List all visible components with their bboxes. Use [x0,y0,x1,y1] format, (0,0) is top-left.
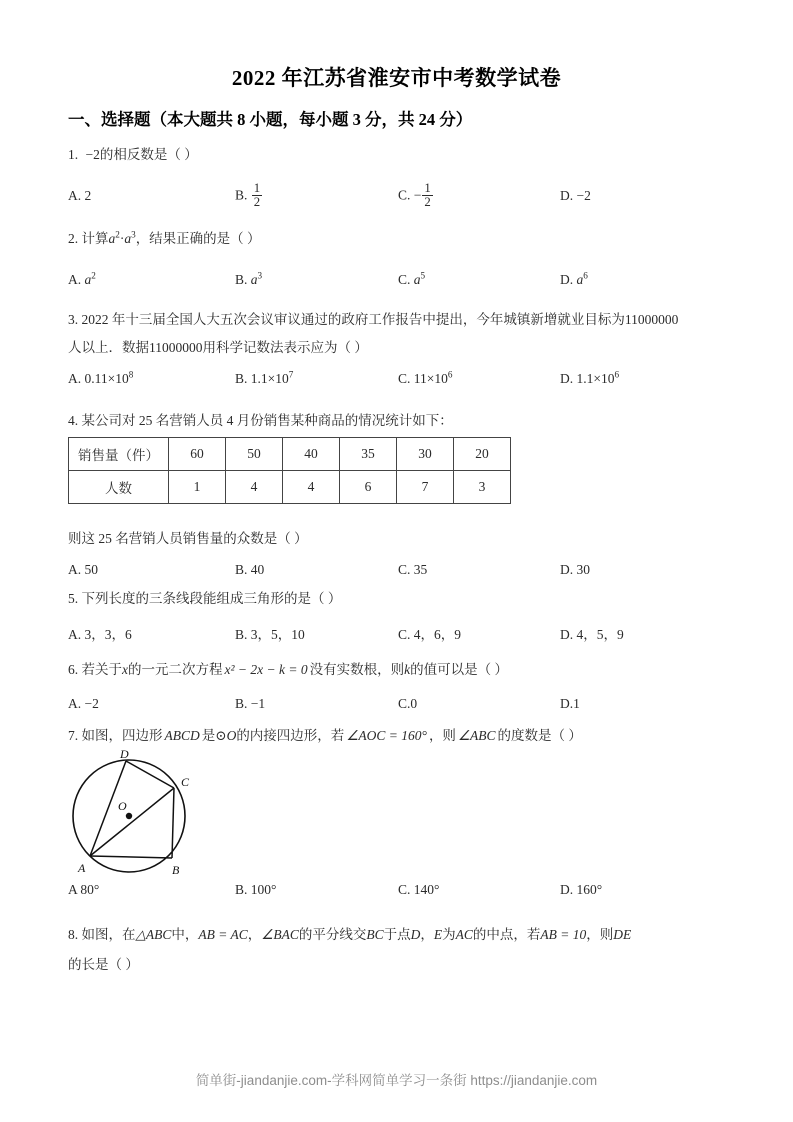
option-a-value: −2 [84,696,99,711]
sales-statistics-table [68,437,511,504]
option-b-letter: B. [235,272,248,287]
question-8-stem-line-1 [68,926,631,944]
question-8-eq-ab-ac: AB = AC [198,927,248,942]
question-5-number: 5. [68,591,79,606]
row-header-sales-volume: 销售量（件） [69,438,169,471]
option-d-exponent: 6 [583,270,588,281]
question-7-angle-aoc: ∠AOC = 160° [346,728,427,743]
question-3-option-b[interactable] [235,371,293,387]
label-a: A [78,861,86,875]
option-c-base: a [413,272,421,287]
option-b-exponent: 7 [288,369,294,380]
question-6-stem [68,661,508,679]
question-6-option-c[interactable]: C.0 [398,696,418,711]
question-4-option-b[interactable]: B. 40 [235,562,265,577]
question-7-quad-abcd: ABCD [164,728,200,743]
option-c-letter: C. [398,371,411,386]
option-d-letter: D. [560,371,574,386]
fraction-numerator: 1 [253,181,261,195]
question-1-option-d[interactable] [560,188,591,204]
question-1-stem [68,146,198,164]
table-cell: 6 [340,471,397,504]
question-7-option-b[interactable]: B. 100° [235,882,277,897]
question-7-stem [68,727,582,745]
option-d-exponent: 6 [614,369,620,380]
question-3-number: 3. [68,312,79,327]
question-8-text-2: 中， [171,927,199,942]
table-cell: 7 [397,471,454,504]
question-8-triangle-abc: △ABC [135,927,172,942]
segment-a-b [90,856,172,858]
question-5-stem [68,590,341,608]
question-7-text-4: ，则 [428,728,456,743]
question-1-value: −2 [85,147,100,162]
question-3-stem-line-1 [68,311,678,329]
fraction-numerator: 1 [424,181,431,195]
option-c-letter: C. [398,272,411,287]
option-c-letter: C. [398,187,411,203]
question-7-option-d[interactable]: D. 160° [560,882,603,897]
question-5-option-a[interactable]: A. 3，3，6 [68,627,132,642]
question-3-option-c[interactable] [398,371,452,387]
question-8-ab-equals-10: AB = 10 [540,927,587,942]
table-cell: 4 [226,471,283,504]
option-b-base: a [250,272,258,287]
question-1-text: 的相反数是（ ） [99,147,198,162]
question-2-option-b[interactable] [235,272,262,288]
question-8-number: 8. [68,927,79,942]
option-d-base: a [576,272,584,287]
table-cell: 40 [283,438,340,471]
question-7-text-3: 的内接四边形，若 [236,728,345,743]
option-d-value: −2 [576,188,591,203]
question-6-option-d[interactable]: D.1 [560,696,580,711]
question-7-option-c[interactable]: C. 140° [398,882,440,897]
table-cell: 20 [454,438,511,471]
question-8-text-7: 为 [442,927,456,942]
question-6-text-4: 的值可以是（ ） [410,662,508,677]
question-4-option-a[interactable]: A. 50 [68,562,98,577]
question-2-text-pre: 计算 [81,231,109,246]
table-cell: 35 [340,438,397,471]
question-2-expr-base-1: a [108,231,116,246]
question-4-number: 4. [68,413,79,428]
question-6-variable-k: k [404,662,411,677]
question-8-segment-bc: BC [366,927,384,942]
question-3-stem-line-2: 人以上．数据11000000用科学记数法表示应为（ ） [68,340,368,355]
question-1-option-b[interactable] [235,182,263,210]
table-cell: 1 [169,471,226,504]
table-cell: 4 [283,471,340,504]
question-7-text-5: 的度数是（ ） [497,728,582,743]
page-title: 2022 年江苏省淮安市中考数学试卷 [231,66,562,90]
question-8-text-5: 于点 [383,927,411,942]
option-c-sign: − [413,187,422,203]
option-b-value: −1 [250,696,266,711]
question-7-circle-o: O [226,728,237,743]
question-6-text-1: 若关于 [81,662,122,677]
question-8-segment-ac: AC [455,927,473,942]
question-4-text: 某公司对 25 名营销人员 4 月份销售某种商品的情况统计如下： [81,413,453,428]
question-7-angle-abc: ∠ABC [457,728,496,743]
label-o: O [118,799,127,813]
option-a-letter: A. [68,371,82,386]
question-6-text-3: 没有实数根，则 [309,662,405,677]
option-c-fraction [422,182,432,210]
label-d: D [120,748,129,761]
question-5-text: 下列长度的三条线段能组成三角形的是（ ） [81,591,342,606]
question-3-option-a[interactable] [68,371,133,387]
question-2-stem [68,230,261,248]
question-4-option-d[interactable]: D. 30 [560,562,590,577]
question-2-number: 2. [68,231,79,246]
question-1-option-a[interactable]: A. 2 [68,188,92,203]
option-a-mantissa: 0.11×10 [84,371,129,386]
option-c-exponent: 5 [420,270,426,281]
option-b-letter: B. [235,187,248,203]
question-2-expr-base-2: a [124,231,132,246]
section-heading-choice: 一、选择题（本大题共 8 小题，每小题 3 分，共 24 分） [68,110,473,129]
table-cell: 3 [454,471,511,504]
option-a-letter: A. [68,696,82,711]
option-b-fraction [252,182,262,210]
table-cell: 50 [226,438,283,471]
table-cell: 60 [169,438,226,471]
question-6-text-2: 的一元二次方程 [128,662,223,677]
label-b: B [172,863,180,877]
option-b-mantissa: 1.1×10 [250,371,289,386]
option-b-letter: B. [235,696,248,711]
question-5-option-b[interactable]: B. 3，5，10 [235,627,305,642]
question-6-variable-x: x [122,662,128,677]
question-6-option-a[interactable] [68,696,99,712]
label-c: C [181,775,190,789]
question-8-stem-line-2: 的长是（ ） [68,957,139,972]
question-6-option-b[interactable] [235,696,265,712]
question-8-text-9: ，则 [586,927,614,942]
fraction-denominator: 2 [253,195,261,210]
option-b-letter: B. [235,371,248,386]
question-2-text-post: ，结果正确的是（ ） [135,231,261,246]
question-1-option-c[interactable] [398,182,434,210]
question-4-option-c[interactable]: C. 35 [398,562,428,577]
table-row-sales [69,438,511,471]
fraction-denominator: 2 [424,195,431,210]
option-c-exponent: 6 [447,369,453,380]
question-7-text-2: 是⊙ [201,728,227,743]
question-2-expr-sup-1: 2 [115,229,120,240]
question-7-text-1: 如图，四边形 [81,728,163,743]
question-2-expr-sup-2: 3 [131,229,136,240]
question-8-text-3: ， [247,927,262,942]
segment-c-b [172,788,174,858]
question-8-segment-de: DE [613,927,632,942]
question-8-point-e: E [433,927,443,942]
question-2-option-c[interactable] [398,272,425,288]
question-7-option-a[interactable]: A 80° [68,882,100,897]
table-cell: 30 [397,438,454,471]
option-b-exponent: 3 [257,270,263,281]
table-row-counts [69,471,511,504]
question-1-number: 1. [68,147,79,162]
question-8-text-1: 如图，在 [81,927,136,942]
question-2-option-d[interactable] [560,272,588,288]
option-d-mantissa: 1.1×10 [576,371,615,386]
center-point-dot [126,813,132,819]
question-4-followup: 则这 25 名营销人员销售量的众数是（ ） [68,531,308,546]
option-d-letter: D. [560,272,574,287]
question-5-option-c[interactable]: C. 4，6，9 [398,627,462,642]
option-c-mantissa: 11×10 [413,371,448,386]
question-5-option-d[interactable]: D. 4，5，9 [560,627,624,642]
footer-watermark: 简单街-jiandanjie.com-学科网简单学习一条街 https://jiandanjie.com [195,1073,598,1088]
question-8-text-4: 的平分线交 [298,927,367,942]
question-8-text-6: ， [420,927,434,942]
question-4-stem [68,412,453,430]
option-a-exponent: 8 [128,369,134,380]
question-8-angle-bac: ∠BAC [261,927,299,942]
question-8-point-d: D [410,927,421,942]
question-2-option-a[interactable] [68,272,96,288]
question-6-equation: x² − 2x − k = 0 [224,662,308,677]
question-7-number: 7. [68,728,79,743]
question-6-number: 6. [68,662,79,677]
question-3-option-d[interactable] [560,371,619,387]
option-a-base: a [84,272,92,287]
row-header-person-count: 人数 [69,471,169,504]
question-7-figure-circle [62,748,207,880]
circle-geometry-svg [62,748,207,880]
option-a-letter: A. [68,272,82,287]
question-2-dot: · [119,231,125,246]
option-a-exponent: 2 [91,270,96,281]
question-3-text-line-1: 2022 年十三届全国人大五次会议审议通过的政府工作报告中提出，今年城镇新增就业目标为11000000 [81,312,679,327]
option-d-letter: D. [560,188,574,203]
question-8-text-8: 的中点，若 [472,927,541,942]
